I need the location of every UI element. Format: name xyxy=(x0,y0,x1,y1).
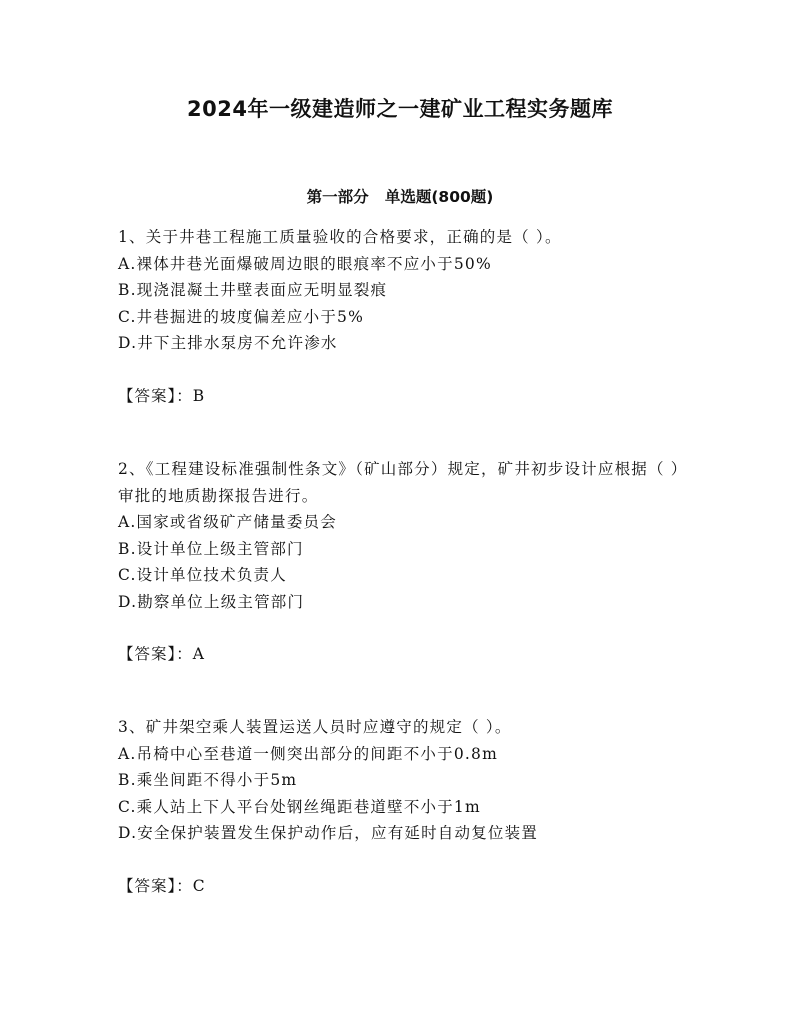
option-c: C.乘人站上下人平台处钢丝绳距巷道壁不小于1m xyxy=(118,797,481,816)
option-d: D.勘察单位上级主管部门 xyxy=(118,592,305,611)
answer-label: 【答案】：A xyxy=(118,645,205,663)
section-title: 第一部分 单选题(800题) xyxy=(306,188,494,206)
question-1 xyxy=(118,224,688,409)
option-a: A.国家或省级矿产储量委员会 xyxy=(118,513,337,531)
option-d: D.井下主排水泵房不允许渗水 xyxy=(118,334,338,352)
answer-label: 【答案】：C xyxy=(118,876,206,895)
answer-label: 【答案】：B xyxy=(118,386,206,405)
question-2 xyxy=(118,456,688,667)
option-b: B.乘坐间距不得小于5m xyxy=(118,771,298,789)
question-3 xyxy=(118,714,688,899)
option-a: A.裸体井巷光面爆破周边眼的眼痕率不应小于50% xyxy=(118,254,492,273)
question-stem: 1、关于井巷工程施工质量验收的合格要求，正确的是（ ）。 xyxy=(118,228,562,246)
option-c: C.井巷掘进的坡度偏差应小于5% xyxy=(118,307,365,326)
document-title: 2024年一级建造师之一建矿业工程实务题库 xyxy=(187,97,613,121)
option-b: B.现浇混凝土井壁表面应无明显裂痕 xyxy=(118,281,388,299)
option-c: C.设计单位技术负责人 xyxy=(118,566,287,584)
question-stem: 2、《工程建设标准强制性条文》（矿山部分）规定，矿井初步设计应根据（ ）审批的地质勘探报告进行。 xyxy=(118,460,688,505)
question-stem: 3、矿井架空乘人装置运送人员时应遵守的规定（ ）。 xyxy=(118,718,512,736)
option-a: A.吊椅中心至巷道一侧突出部分的间距不小于0.8m xyxy=(118,744,498,763)
option-b: B.设计单位上级主管部门 xyxy=(118,539,304,558)
option-d: D.安全保护装置发生保护动作后，应有延时自动复位装置 xyxy=(118,824,539,842)
